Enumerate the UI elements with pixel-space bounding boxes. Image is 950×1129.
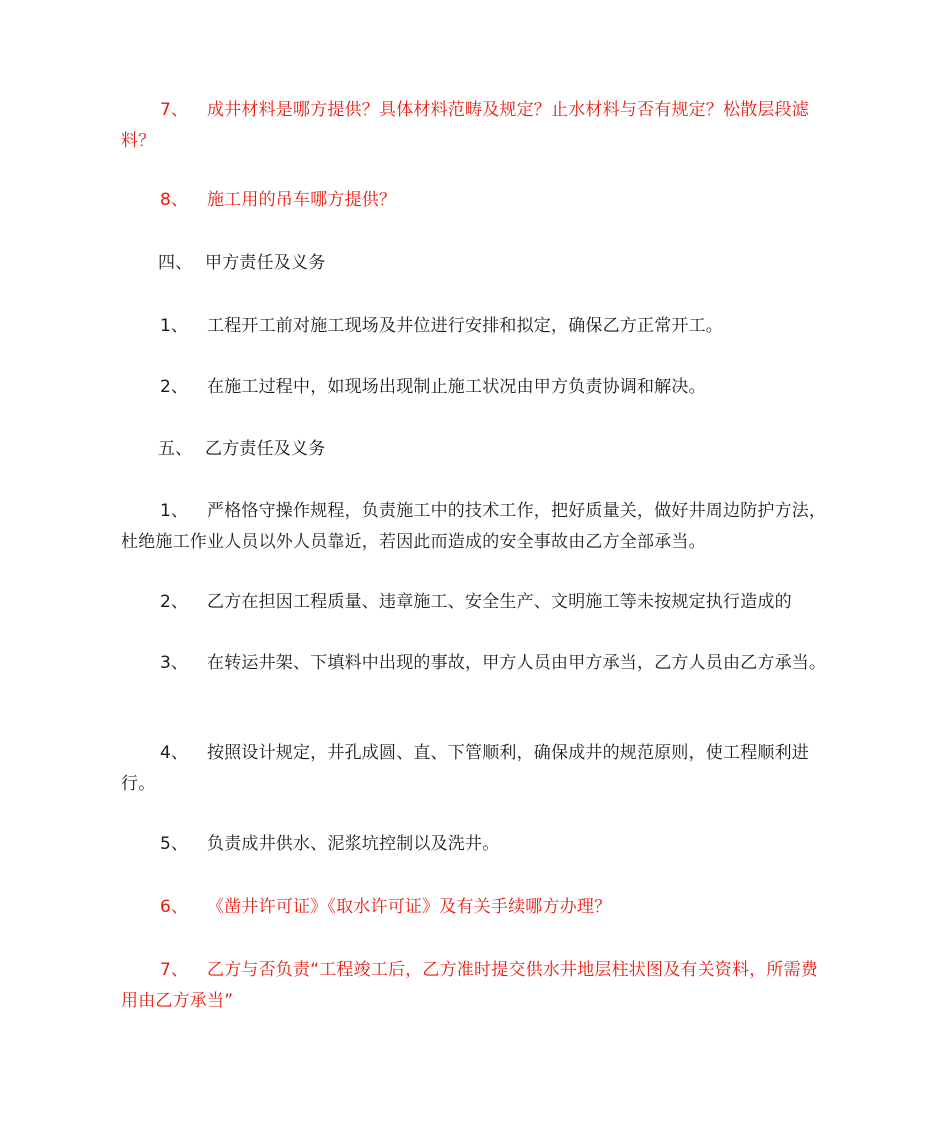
item-number: 6、 — [160, 897, 189, 917]
section-heading — [121, 248, 833, 279]
section-title: 甲方责任及义务 — [205, 253, 326, 273]
paragraph — [121, 496, 833, 558]
section-number: 五、 — [158, 439, 193, 459]
paragraph — [121, 372, 833, 403]
paragraph — [121, 892, 833, 923]
item-text: 工程开工前对施工现场及井位进行安排和拟定，确保乙方正常开工。 — [207, 316, 723, 336]
item-text: 按照设计规定，井孔成圆、直、下管顺利，确保成井的规范原则，使工程顺利进行。 — [121, 743, 809, 794]
item-number: 7、 — [160, 100, 189, 120]
item-text: 严格恪守操作规程，负责施工中的技术工作，把好质量关，做好井周边防护方法，杜绝施工作业人员以外人员靠近，若因此而造成的安全事故由乙方全部承当。 — [121, 501, 827, 552]
paragraph — [121, 95, 833, 157]
section-number: 四、 — [158, 253, 193, 273]
item-text: 乙方与否负责“工程竣工后，乙方准时提交供水井地层柱状图及有关资料，所需费用由乙方承当” — [121, 960, 819, 1011]
item-number: 8、 — [160, 190, 189, 210]
item-number: 7、 — [160, 960, 189, 980]
item-text: 在转运井架、下填料中出现的事故，甲方人员由甲方承当，乙方人员由乙方承当。 — [207, 653, 827, 673]
paragraph — [121, 185, 833, 216]
item-number: 2、 — [160, 592, 189, 612]
item-number: 3、 — [160, 653, 189, 673]
item-number: 1、 — [160, 501, 189, 521]
paragraph — [121, 648, 833, 679]
item-text: 《凿井许可证》《取水许可证》及有关手续哪方办理？ — [207, 897, 612, 917]
item-number: 4、 — [160, 743, 189, 763]
section-title: 乙方责任及义务 — [205, 439, 326, 459]
item-number: 1、 — [160, 316, 189, 336]
item-text: 在施工过程中，如现场出现制止施工状况由甲方负责协调和解决。 — [207, 377, 706, 397]
paragraph — [121, 738, 833, 800]
item-text: 负责成井供水、泥浆坑控制以及洗井。 — [207, 834, 500, 854]
item-number: 5、 — [160, 834, 189, 854]
paragraph — [121, 311, 833, 342]
section-heading — [121, 434, 833, 465]
paragraph — [121, 955, 833, 1017]
item-text: 成井材料是哪方提供？具体材料范畴及规定？止水材料与否有规定？松散层段滤料？ — [121, 100, 809, 151]
paragraph — [121, 587, 833, 618]
item-text: 乙方在担因工程质量、违章施工、安全生产、文明施工等未按规定执行造成的 — [207, 592, 792, 612]
item-text: 施工用的吊车哪方提供？ — [207, 190, 397, 210]
item-number: 2、 — [160, 377, 189, 397]
paragraph — [121, 829, 833, 860]
